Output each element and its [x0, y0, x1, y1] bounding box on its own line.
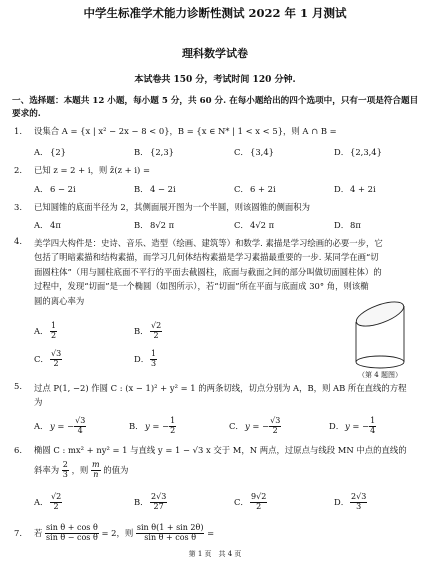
question-number: 3. [14, 202, 22, 212]
question-number: 5. [14, 381, 22, 391]
option-d[interactable]: D．{2,3,4} [334, 147, 382, 157]
option-c[interactable]: C．4√2 π [234, 220, 275, 230]
option-d[interactable]: D． $\frac{1}{3}$ [134, 349, 157, 368]
option-a[interactable]: A． $\frac{√2}{2}$ [34, 492, 62, 511]
question-2 [14, 165, 418, 199]
option-c[interactable]: C．6 + 2i [234, 184, 276, 194]
question-text: 椭圆 C : mx² + ny² = 1 与直线 y = 1 − √3 x 交于 M，N 两点，过原点与线段 MN 中点的直线的 斜率为 $\frac{2}{3}$ ，则 $\frac{m}{n}$ 的值为 [34, 445, 407, 479]
page-footer: 第 1 页 共 4 页 [188, 550, 242, 558]
question-text: 已知圆锥的底面半径为 2，其侧面展开图为一个半圆，则该圆锥的侧面积为 [34, 202, 310, 212]
question-3 [14, 202, 418, 236]
option-d[interactable]: D．8π [334, 220, 361, 230]
option-b[interactable]: B．{2,3} [134, 147, 174, 157]
question-number: 2. [14, 165, 22, 175]
option-d[interactable]: D．4 + 2i [334, 184, 376, 194]
question-7 [14, 524, 418, 548]
option-a[interactable]: A． 6 − 2i [34, 184, 76, 194]
question-text: 设集合 A = {x | x² − 2x − 8 < 0}，B = {x ∈ N* | 1 < x < 5}，则 A ∩ B = [34, 126, 337, 136]
option-a[interactable]: A． $\frac{1}{2}$ [34, 321, 57, 340]
option-b[interactable]: B．4 − 2i [134, 184, 176, 194]
option-c[interactable]: C． $\frac{9√2}{2}$ [234, 492, 267, 511]
option-d[interactable]: D． $\frac{2√3}{3}$ [334, 492, 367, 511]
option-b[interactable]: B．y = − $\frac{1}{2}$ [129, 416, 176, 435]
option-a[interactable]: A． y = − $\frac{√3}{4}$ [34, 416, 86, 435]
question-1 [14, 126, 418, 160]
option-c[interactable]: C．{3,4} [234, 147, 274, 157]
question-text: 过点 P(1, −2) 作圆 C : (x − 1)² + y² = 1 的两条切线，切点分别为 A，B，则 AB 所在直线的方程 为 [34, 383, 407, 408]
section-heading: 一、选择题：本题共 12 小题，每小题 5 分，共 60 分. 在每小题给出的四个选项中，只有一项是符合题目要求的. [12, 96, 419, 120]
option-b[interactable]: B．8√2 π [134, 220, 175, 230]
question-text: 美学四大构件是：史诗、音乐、造型（绘画、建筑等）和数学. 素描是学习绘画的必要一步，它 包括了明暗素描和结构素描，而学习几何体结构素描是学习素描最重要的一步. 某同学在画“切 面圆柱体”（用与圆柱底面不平行的平面去截圆柱，底面与截面之间的部分叫做切面圆柱体）的 过程中，发现“切面”是一个椭圆（如图所示），若“切面”所在平面与底面成 30° 角，则该椭 圆的离心率为 [34, 238, 383, 306]
option-c[interactable]: C．y = − $\frac{√3}{2}$ [229, 416, 281, 435]
option-c[interactable]: C． $\frac{√3}{2}$ [34, 349, 62, 368]
option-d[interactable]: D．y = − $\frac{1}{4}$ [329, 416, 376, 435]
question-text: 若 $\frac{\text{sin θ + cos θ}}{\text{sin θ − cos θ}}$ = 2，则 $\frac{\text{sin θ(1 + sin 2θ)}}{\text{sin θ + cos θ}}$ = [34, 523, 215, 542]
option-b[interactable]: B． $\frac{√2}{2}$ [134, 321, 162, 340]
exam-info: 本试卷共 150 分，考试时间 120 分钟. [134, 75, 296, 85]
question-number: 6. [14, 445, 22, 455]
exam-subtitle: 理科数学试卷 [182, 47, 248, 60]
question-number: 1. [14, 126, 22, 136]
question-number: 4. [14, 236, 22, 246]
option-a[interactable]: A． {2} [34, 147, 66, 157]
cut-cylinder-figure [350, 292, 410, 372]
question-5 [14, 381, 418, 445]
option-a[interactable]: A． 4π [34, 220, 61, 230]
question-text: 已知 z = 2 + i，则 z̄(z + i) = [34, 165, 150, 175]
question-6 [14, 445, 418, 525]
figure-caption: （第 4 题图） [358, 371, 402, 379]
option-b[interactable]: B． $\frac{2√3}{27}$ [134, 492, 167, 511]
exam-title: 中学生标准学术能力诊断性测试 2022 年 1 月测试 [83, 6, 347, 20]
question-number: 7. [14, 528, 22, 538]
